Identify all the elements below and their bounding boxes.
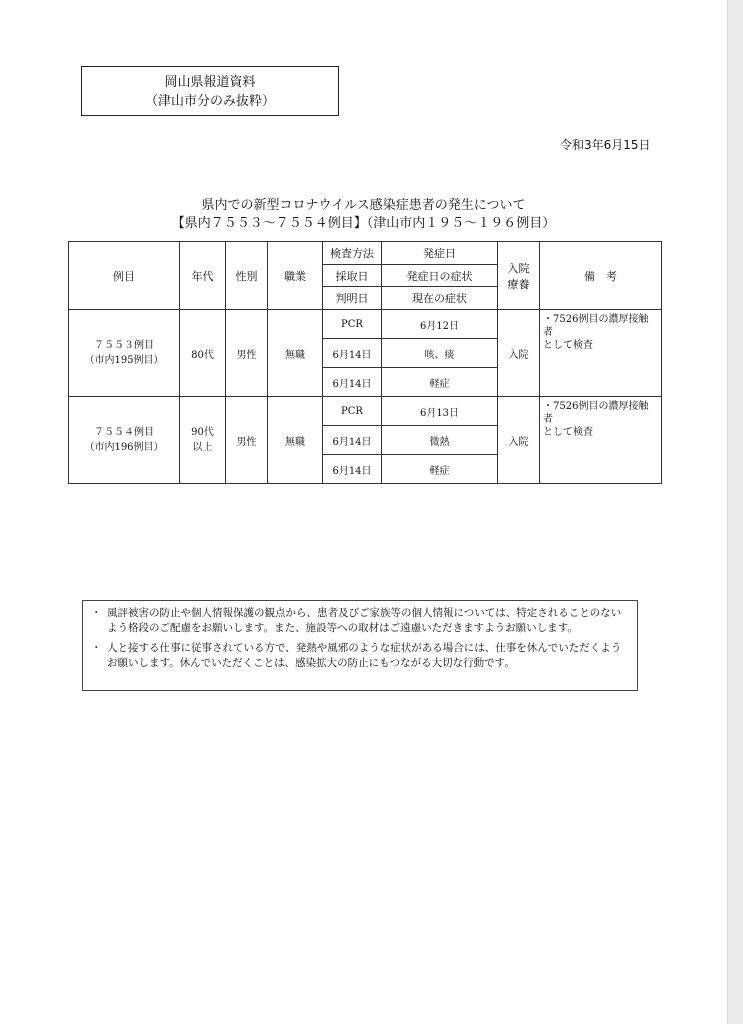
onset-date-cell: 6月12日 — [382, 310, 498, 339]
city-case-number: （市内196例目） — [84, 442, 164, 453]
test-method-cell: PCR — [323, 310, 382, 339]
test-method-cell: PCR — [323, 397, 382, 426]
age-line2: 以上 — [192, 442, 213, 453]
onset-symptoms-cell: 微熱 — [382, 426, 498, 455]
remarks-line2: として検査 — [543, 340, 593, 351]
case-number: ７５５４例目 — [94, 427, 154, 438]
press-release-label: 岡山県報道資料 — [164, 75, 256, 90]
header-confirmed-date: 判明日 — [323, 287, 382, 310]
remarks-line1: ・7526例目の濃厚接触者 — [543, 314, 649, 338]
onset-date-cell: 6月13日 — [382, 397, 498, 426]
notice-text: 風評被害の防止や個人情報保護の観点から、患者及びご家族等の個人情報については、特定されることのないよう格段のご配慮をお願いします。また、施設等への取材はご遠慮いただきますようお願いします。 — [107, 607, 622, 634]
current-symptoms-cell: 軽症 — [382, 368, 498, 397]
bullet-icon: ・ — [91, 607, 102, 619]
remarks-cell — [540, 310, 662, 397]
confirmed-date-cell: 6月14日 — [323, 368, 382, 397]
notice-item — [91, 641, 629, 671]
confirmed-date-cell: 6月14日 — [323, 455, 382, 484]
header-sex: 性別 — [226, 242, 268, 310]
header-hospitalization-line2: 療養 — [507, 277, 530, 291]
onset-symptoms-cell: 咳、痰 — [382, 339, 498, 368]
header-onset-date: 発症日 — [382, 242, 498, 265]
header-sample-date: 採取日 — [323, 265, 382, 287]
sample-date-cell: 6月14日 — [323, 426, 382, 455]
occupation-cell: 無職 — [268, 310, 323, 397]
table-row — [69, 310, 662, 339]
header-remarks: 備 考 — [540, 242, 662, 310]
table-row — [69, 397, 662, 426]
document-title: 県内での新型コロナウイルス感染症患者の発生について — [201, 198, 526, 213]
occupation-cell: 無職 — [268, 397, 323, 484]
current-symptoms-cell: 軽症 — [382, 455, 498, 484]
hospitalization-cell: 入院 — [498, 397, 540, 484]
header-case-number: 例目 — [69, 242, 180, 310]
remarks-line2: として検査 — [543, 427, 593, 438]
header-hospitalization — [498, 242, 540, 310]
scrollbar[interactable] — [727, 0, 743, 1024]
hospitalization-cell: 入院 — [498, 310, 540, 397]
case-table — [68, 241, 662, 484]
city-case-number: （市内195例目） — [84, 355, 164, 366]
case-number-cell — [69, 310, 180, 397]
press-release-scope: （津山市分のみ抜粋） — [144, 94, 275, 109]
case-number: ７５５３例目 — [94, 340, 154, 351]
release-date: 令和3年6月15日 — [560, 138, 651, 152]
remarks-line1: ・7526例目の濃厚接触者 — [543, 401, 649, 425]
remarks-cell — [540, 397, 662, 484]
header-onset-symptoms: 発症日の症状 — [382, 265, 498, 287]
header-test-method: 検査方法 — [323, 242, 382, 265]
sex-cell: 男性 — [226, 310, 268, 397]
bullet-icon: ・ — [91, 642, 102, 654]
header-hospitalization-line1: 入院 — [507, 261, 530, 275]
sample-date-cell: 6月14日 — [323, 339, 382, 368]
header-age: 年代 — [180, 242, 226, 310]
age-cell — [180, 397, 226, 484]
document-subtitle: 【県内７５５３～７５５４例目】（津山市内１９５～１９６例目） — [171, 216, 556, 231]
press-release-label-box — [81, 66, 339, 116]
age-line1: 90代 — [191, 427, 214, 438]
notice-text: 人と接する仕事に従事されている方で、発熱や風邪のような症状がある場合には、仕事を休んでいただくようお願いします。休んでいただくことは、感染拡大の防止にもつながる大切な行動です。 — [107, 642, 622, 669]
notice-item — [91, 606, 629, 636]
case-number-cell — [69, 397, 180, 484]
header-current-symptoms: 現在の症状 — [382, 287, 498, 310]
age-cell: 80代 — [180, 310, 226, 397]
header-occupation: 職業 — [268, 242, 323, 310]
privacy-notice-box — [82, 600, 638, 691]
sex-cell: 男性 — [226, 397, 268, 484]
